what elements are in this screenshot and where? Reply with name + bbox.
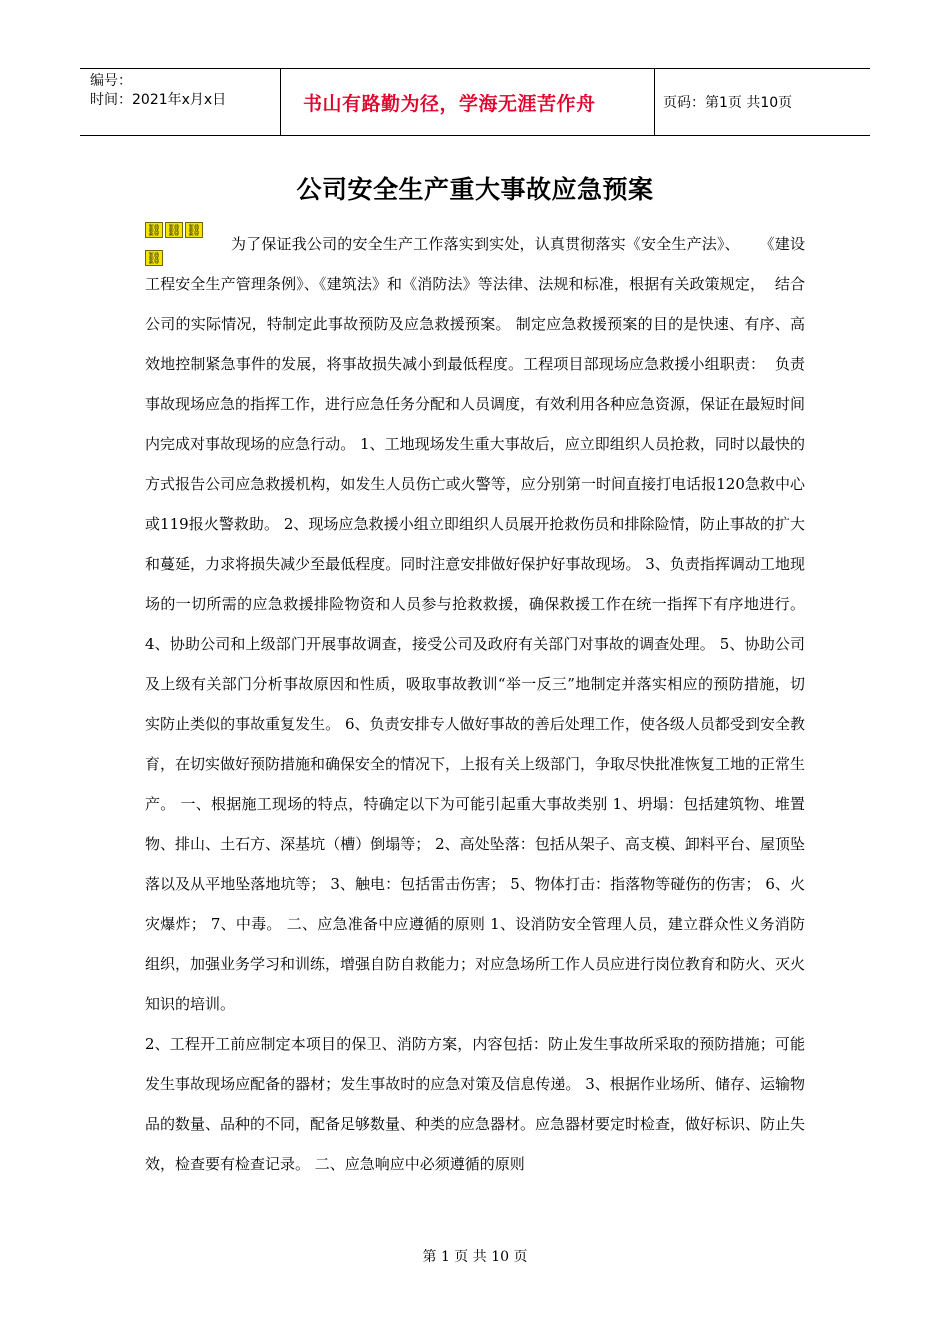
date-label: 时间：2021年x月x日 xyxy=(90,92,227,108)
link-icon[interactable]: ⛓ xyxy=(146,223,162,237)
link-icon[interactable]: ⛓ xyxy=(166,223,182,237)
link-icon[interactable]: ⛓ xyxy=(146,251,162,265)
link-icon[interactable]: ⛓ xyxy=(186,223,202,237)
header-table xyxy=(80,68,870,136)
page-footer: 第 1 页 共 10 页 xyxy=(422,1249,528,1265)
number-label: 编号： xyxy=(90,73,132,89)
page-info: 页码：第1页 共10页 xyxy=(663,95,793,111)
header-left-cell xyxy=(80,69,281,135)
document-title: 公司安全生产重大事故应急预案 xyxy=(296,175,654,204)
body-text: 为了保证我公司的安全生产工作落实到实处，认真贯彻落实《安全生产法》、 《建设工程安全生产管理条例》、《建筑法》和《消防法》等法律、法规和标准，根据有关政策规定， 结合公司的实际情况，特制定此事故预防及应急救援预案。 制定应急救援预案的目的是快速、有序、高效地控制紧急事件的发展，将事故损失减小到最低程度。工程项目部现场应急救援小组职责： 负责事故现场应急的指挥工作，进行应急任务分配和人员调度，有效利用各种应急资源，保证在最短时间内完成对事故现场的应急行动。 1、工地现场发生重大事故后，应立即组织人员抢救，同时以最快的方式报告公司应急救援机构，如发生人员伤亡或火警等，应分别第一时间直接打电话报120急救中心或119报火警救助。 2、现场应急救援小组立即组织人员展开抢救伤员和排除险情，防止事故的扩大和蔓延，力求将损失减少至最低程度。同时注意安排做好保护好事故现场。 3、负责指挥调动工地现场的一切所需的应急救援排险物资和人员参与抢救救援，确保救援工作在统一指挥下有序地进行。 4、协助公司和上级部门开展事故调查，接受公司及政府有关部门对事故的调查处理。 5、协助公司及上级有关部门分析事故原因和性质，吸取事故教训“举一反三”地制定并落实相应的预防措施，切实防止类似的事故重复发生。 6、负责安排专人做好事故的善后处理工作，使各级人员都受到安全教育，在切实做好预防措施和确保安全的情况下，上报有关上级部门，争取尽快批准恢复工地的正常生产。 一、根据施工现场的特点，特确定以下为可能引起重大事故类别 1、坍塌：包括建筑物、堆置物、排山、土石方、深基坑（槽）倒塌等； 2、高处坠落：包括从架子、高支模、卸料平台、屋顶坠落以及从平地坠落地坑等； 3、触电：包括雷击伤害； 5、物体打击：指落物等碰伤的伤害； 6、火灾爆炸； 7、中毒。 二、应急准备中应遵循的原则 1、设消防安全管理人员，建立群众性义务消防组织，加强业务学习和训练，增强自防自救能力；对应急场所工作人员应进行岗位教育和防火、灭火知识的培训。 2、工程开工前应制定本项目的保卫、消防方案，内容包括：防止发生事故所采取的预防措施；可能发生事故现场应配备的器材；发生事故时的应急对策及信息传递。 3、根据作业场所、储存、运输物品的数量、品种的不同，配备足够数量、种类的应急器材。应急器材要定时检查，做好标识、防止失效，检查要有检查记录。 二、应急响应中必须遵循的原则 xyxy=(145,235,806,1173)
motto: 书山有路勤为径，学海无涯苦作舟 xyxy=(281,69,655,135)
